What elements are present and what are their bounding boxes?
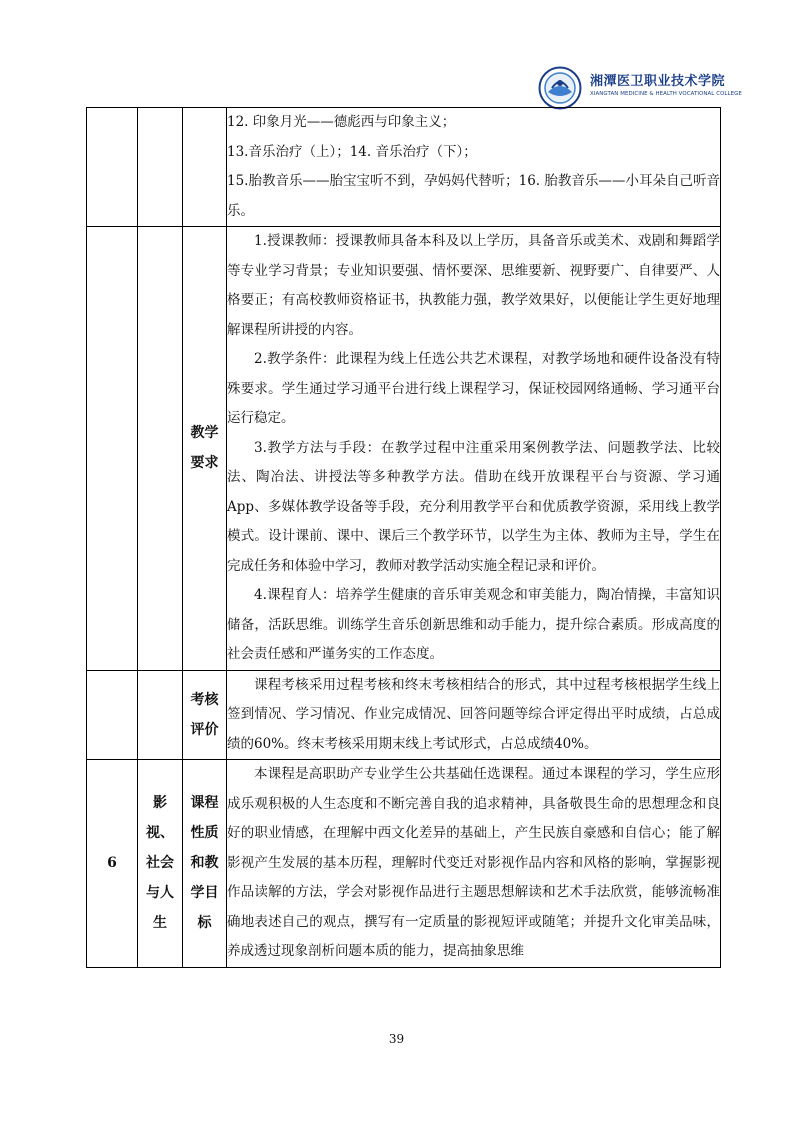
category-label-line: 和教 [190, 855, 219, 872]
college-name: 湘潭医卫职业技术学院 [590, 74, 726, 89]
row-number-cell [87, 670, 138, 760]
category-label-line: 标 [197, 915, 212, 932]
category-label-line: 性质 [190, 825, 219, 842]
row-number-cell [87, 227, 138, 671]
category-label-line: 要求 [190, 455, 219, 472]
course-objectives-text: 本课程是高职助产专业学生公共基础任选课程。通过本课程的学习，学生应形成乐观积极的人生态度和不断完善自我的追求精神，具备敬畏生命的思想理念和良好的职业情感，在理解中西文化差异的基础上，产生民族自豪感和自信心；能了解影视产生发展的基本历程，理解时代变迁对影视作品内容和风格的影响，掌握影视作品读解的方法，学会对影视作品进行主题思想解读和艺术手法欣赏，能够流畅准确地表述自己的观点，撰写有一定质量的影视短评或随笔；并提升文化审美品味，养成透过现象剖析问题本质的能力，提高抽象思维 [227, 766, 720, 959]
topic-line: 12. 印象月光——德彪西与印象主义； [227, 114, 456, 130]
course-name-line: 视、 [146, 825, 174, 842]
requirement-paragraph: 2.教学条件：此课程为线上任选公共艺术课程，对教学场地和硬件设备没有特殊要求。学生通过学习通平台进行线上课程学习，保证校园网络通畅、学习通平台运行稳定。 [227, 351, 720, 426]
category-label [183, 760, 227, 968]
course-name-line: 影 [153, 795, 167, 812]
course-objectives-cell [227, 760, 721, 968]
requirement-paragraph: 3.教学方法与手段：在教学过程中注重采用案例教学法、问题教学法、比较法、陶冶法、讲授法等多种教学方法。借助在线开放课程平台与资源、学习通 App、多媒体教学设备等手段，充分利用教学平台和优质教学资源，采用线上教学模式。设计课前、课中、课后三个教学环节，以学生为主体、教师为主导，学生在完成任务和体验中学习，教师对教学活动实施全程记录和评价。 [227, 439, 720, 574]
requirement-paragraph: 1.授课教师：授课教师具备本科及以上学历，具备音乐或美术、戏剧和舞蹈学等专业学习背景；专业知识要强、情怀要深、思维要新、视野要广、自律要严、人格要正；有高校教师资格证书，执教能力强，教学效果好，以便能让学生更好地理解课程所讲授的内容。 [227, 233, 720, 338]
course-name-line: 与人 [146, 885, 174, 902]
topic-line: 15.胎教音乐——胎宝宝听不到，孕妈妈代替听；16. 胎教音乐——小耳朵自己听音乐。 [227, 173, 720, 219]
course-name-cell [138, 760, 183, 968]
college-logo [538, 66, 742, 112]
course-table [86, 107, 721, 968]
category-cell [183, 108, 227, 227]
assessment-cell [227, 670, 721, 760]
topic-line: 13.音乐治疗（上）；14. 音乐治疗（下）； [227, 143, 477, 160]
category-label [183, 227, 227, 671]
category-label-line: 学目 [190, 885, 219, 902]
topics-cell [227, 108, 721, 227]
category-label-line: 课程 [190, 795, 219, 812]
college-emblem-icon [538, 66, 582, 110]
table-row-course-6 [87, 760, 721, 968]
course-name-cell [138, 108, 183, 227]
category-label-line: 考核 [190, 691, 219, 708]
requirement-paragraph: 4.课程育人：培养学生健康的音乐审美观念和审美能力，陶冶情操，丰富知识储备，活跃思维。训练学生音乐创新思维和动手能力，提升综合素质。形成高度的社会责任感和严谨务实的工作态度。 [227, 587, 720, 662]
page-number: 39 [388, 1032, 405, 1046]
course-name-line: 社会 [146, 855, 174, 872]
row-number-cell: 6 [87, 760, 138, 968]
college-name-english: XIANGTAN MEDICINE & HEALTH VOCATIONAL COLLEGE [590, 91, 742, 97]
course-name-cell [138, 227, 183, 671]
category-label-line: 评价 [190, 721, 219, 738]
table-row-topics [87, 108, 721, 227]
assessment-text: 课程考核采用过程考核和终末考核相结合的形式，其中过程考核根据学生线上签到情况、学习情况、作业完成情况、回答问题等综合评定得出平时成绩，占总成绩的60%。终末考核采用期末线上考试形式，占总成绩40%。 [227, 676, 720, 752]
row-number-cell [87, 108, 138, 227]
category-label-line: 教学 [190, 425, 219, 442]
course-name-cell [138, 670, 183, 760]
category-label [183, 670, 227, 760]
table-row-assessment [87, 670, 721, 760]
course-name-line: 生 [153, 915, 167, 932]
table-row-teaching-requirements [87, 227, 721, 671]
teaching-requirements-cell [227, 227, 721, 671]
